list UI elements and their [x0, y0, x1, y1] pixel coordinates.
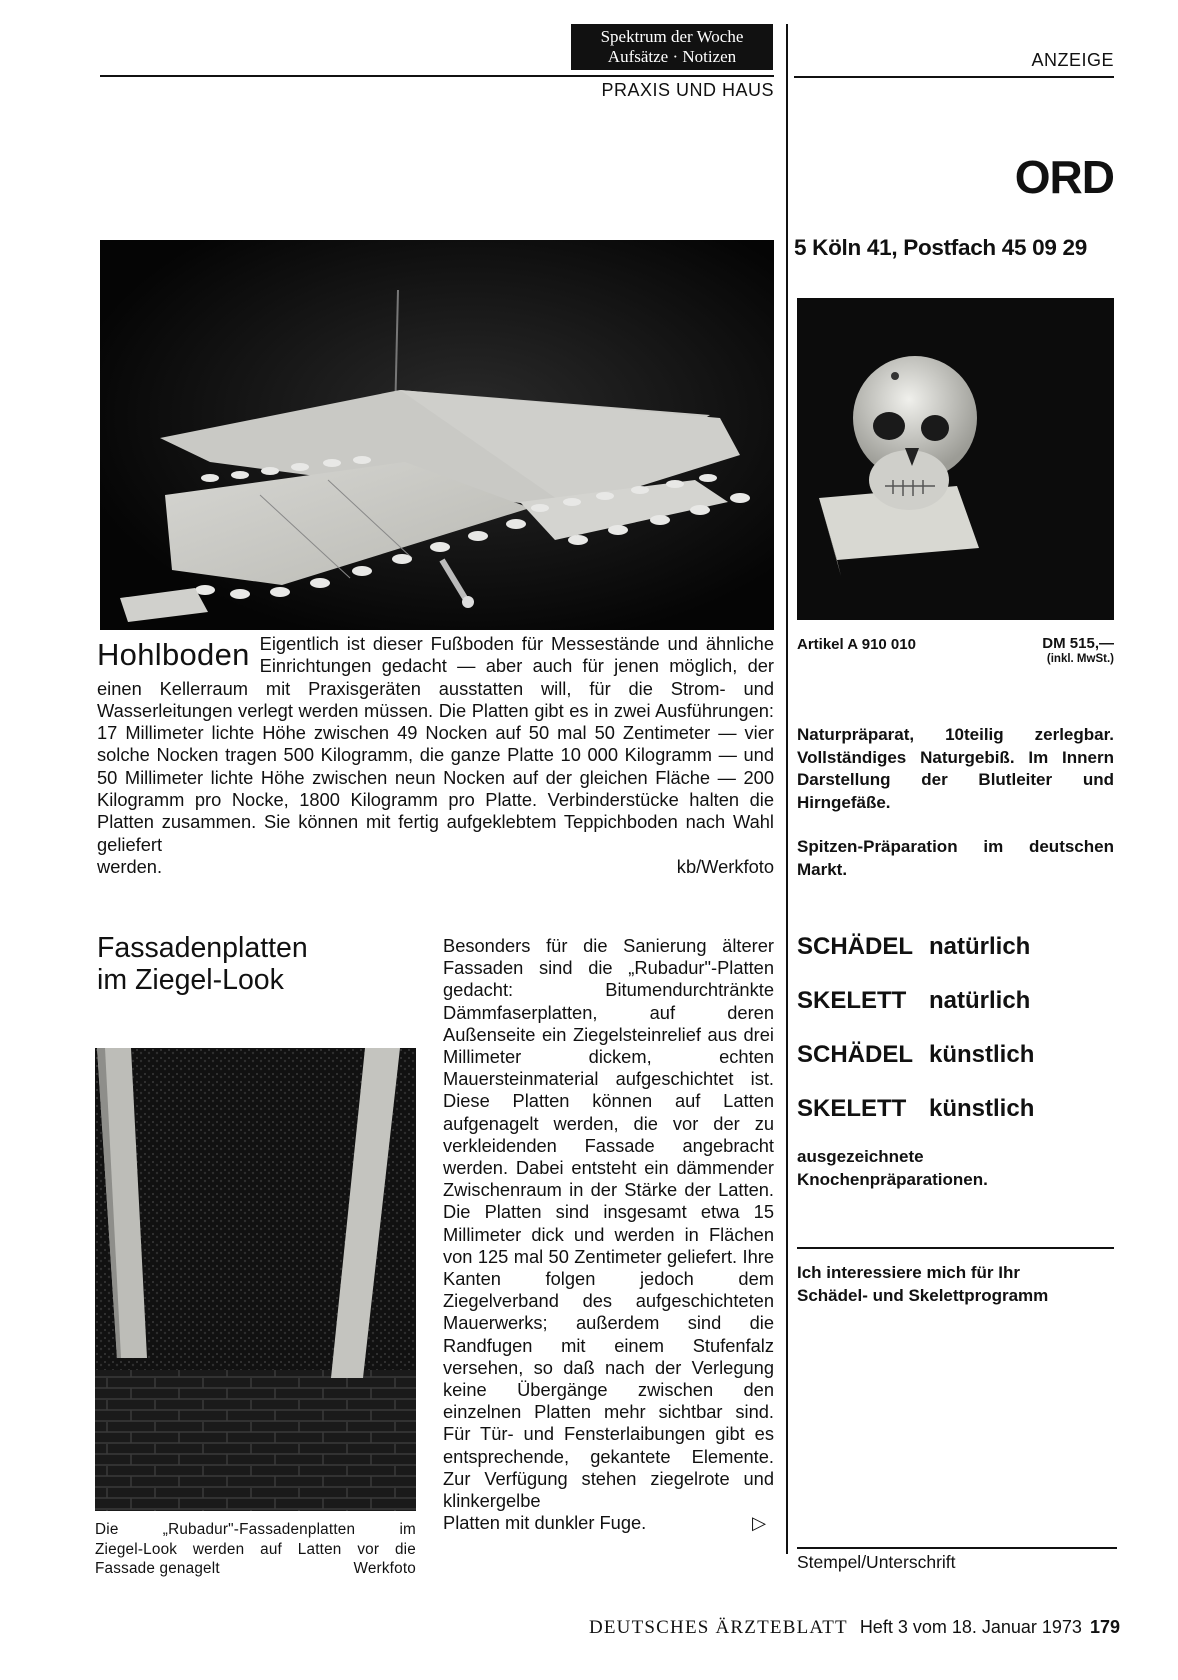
facade-caption-text-end: Fassade genagelt [95, 1560, 220, 1578]
article-hohlboden [97, 633, 774, 878]
ad-product-item [797, 1094, 1114, 1124]
article-hohlboden-ending [97, 856, 774, 878]
article-fassade-text [443, 935, 774, 1534]
article-fassade-ending [443, 1512, 774, 1534]
ad-product-name: SCHÄDEL [797, 933, 914, 960]
masthead-title: Spektrum der Woche [600, 27, 744, 46]
facade-caption-word2: „Rubadur"-Fassadenplatten [162, 1521, 356, 1538]
ad-description: Naturpräparat, 10teilig zerlegbar. Vollständiges Naturgebiß. Im Innern Darstellung der Blutleiter und Hirngefäße. [797, 725, 1114, 812]
facade-caption-line1 [95, 1520, 416, 1540]
ad-form-rule [797, 1247, 1114, 1249]
floor-panels-photo [100, 240, 774, 630]
ad-tagline [797, 1146, 1114, 1191]
article-hohlboden-text: Eigentlich ist dieser Fußboden für Messestände und ähnliche Einrichtungen gedacht — aber auch für jenen möglich, der einen Kellerraum mit Praxisgeräten ausstatten will, für die Strom- und Wasserleitungen verlegt werden müssen. Die Platten gibt es in zwei Ausführungen: 17 Millimeter lichte Höhe zwischen 49 Nocken auf 50 mal 50 Zentimeter — vier solche Nocken tragen 500 Kilogramm, die ganze Platte 10 000 Kilogramm — und 50 Millimeter lichte Höhe zwischen neun Nocken auf der gleichen Fläche — 200 Kilogramm pro Nocke, 1800 Kilogramm pro Platte. Verbinderstücke halten die Platten zusammen. Sie können mit fertig aufgeklebtem Teppichboden nach Wahl geliefert [97, 633, 774, 855]
ad-product-item [797, 1040, 1114, 1070]
facade-caption-word1: Die [95, 1521, 119, 1538]
ad-product-item [797, 932, 1114, 962]
ad-interest-line1: Ich interessiere mich für Ihr [797, 1263, 1020, 1282]
ad-product-item [797, 986, 1114, 1016]
facade-caption-credit: Werkfoto [353, 1560, 416, 1578]
masthead-box [571, 24, 773, 70]
ad-article-row [797, 636, 1114, 666]
ad-label: ANZEIGE [1031, 50, 1114, 70]
ad-price-note: (inkl. MwSt.) [1046, 653, 1114, 665]
ad-description-2: Spitzen-Präparation im deutschen Markt. [797, 837, 1114, 879]
facade-caption-line3 [95, 1559, 416, 1579]
ad-product-name: SKELETT [797, 1095, 907, 1122]
article-fassade-title [97, 932, 308, 996]
facade-caption [95, 1520, 416, 1579]
ad-product-kind: künstlich [929, 1095, 1035, 1122]
signature-line[interactable] [797, 1547, 1117, 1549]
header-rule [100, 75, 774, 77]
ad-product-list [797, 932, 1114, 1124]
ad-product-kind: künstlich [929, 1041, 1035, 1068]
signature-label: Stempel/Unterschrift [797, 1552, 956, 1572]
ad-product-name: SKELETT [797, 987, 907, 1014]
ad-tagline-line2: Knochenpräparationen. [797, 1169, 988, 1189]
article-hohlboden-last-word: werden. [97, 855, 163, 877]
facade-caption-word3: im [399, 1521, 416, 1538]
facade-caption-line2: Ziegel-Look werden auf Latten vor die [95, 1540, 416, 1558]
ad-product-kind: natürlich [929, 933, 1031, 960]
column-divider [786, 24, 788, 1554]
page-number: 179 [1089, 1617, 1120, 1637]
article-fassade-title-line1: Fassadenplatten [97, 932, 308, 964]
ad-product-name: SCHÄDEL [797, 1041, 914, 1068]
article-fassade-last-line: Platten mit dunkler Fuge. [443, 1512, 647, 1534]
page-footer [480, 1617, 1120, 1639]
issue-info: Heft 3 vom 18. Januar 1973 [859, 1617, 1082, 1637]
photo-credit: kb/Werkfoto [676, 855, 774, 877]
journal-name: DEUTSCHES ÄRZTEBLATT [588, 1617, 848, 1638]
ad-price: DM 515,— [1042, 635, 1114, 652]
ad-top-rule [794, 76, 1114, 78]
facade-photo [95, 1048, 416, 1511]
ad-price-block [1042, 636, 1114, 666]
article-fassade-title-line2: im Ziegel-Look [97, 964, 284, 996]
ad-interest-text [797, 1262, 1114, 1307]
section-label: PRAXIS UND HAUS [601, 80, 774, 100]
ad-product-kind: natürlich [929, 987, 1031, 1014]
masthead-subtitle: Aufsätze · Notizen [607, 47, 737, 66]
skull-photo [797, 298, 1114, 620]
ad-article-number: Artikel A 910 010 [797, 636, 916, 653]
article-hohlboden-title: Hohlboden [97, 637, 250, 672]
ad-address: 5 Köln 41, Postfach 45 09 29 [794, 235, 1087, 260]
ad-brand: ORD [1014, 151, 1114, 203]
ad-tagline-line1: ausgezeichnete [797, 1147, 924, 1166]
article-fassade-body: Besonders für die Sanierung älterer Fassaden sind die „Rubadur"-Platten gedacht: Bitumendurchtränkte Dämmfaserplatten, auf deren Außenseite ein Ziegelsteinrelief aus drei Millimeter dickem, echten Mauersteinmaterial aufgeschichtet ist. Diese Platten können auf Latten aufgenagelt werden, die vor der zu verkleidenden Fassade angebracht werden. Dabei entsteht ein dämmender Zwischenraum in der Stärke der Latten. Die Platten sind insgesamt etwa 15 Millimeter dick und werden in Flächen von 125 mal 50 Zentimeter geliefert. Ihre Kanten folgen jedoch dem Ziegelverband des aufgeschichteten Mauerwerks; außerdem sind die Randfugen mit einem Stufenfalz versehen, so daß nach der Verlegung keine Übergänge zwischen den einzelnen Platten mehr sichtbar sind. Für Tür- und Fensterlaibungen gibt es entsprechende, gekantete Elemente. Zur Verfügung stehen ziegelrote und klinkergelbe [443, 935, 774, 1512]
continue-marker-icon: ▷ [751, 1512, 766, 1534]
ad-interest-line2: Schädel- und Skelettprogramm [797, 1285, 1049, 1305]
